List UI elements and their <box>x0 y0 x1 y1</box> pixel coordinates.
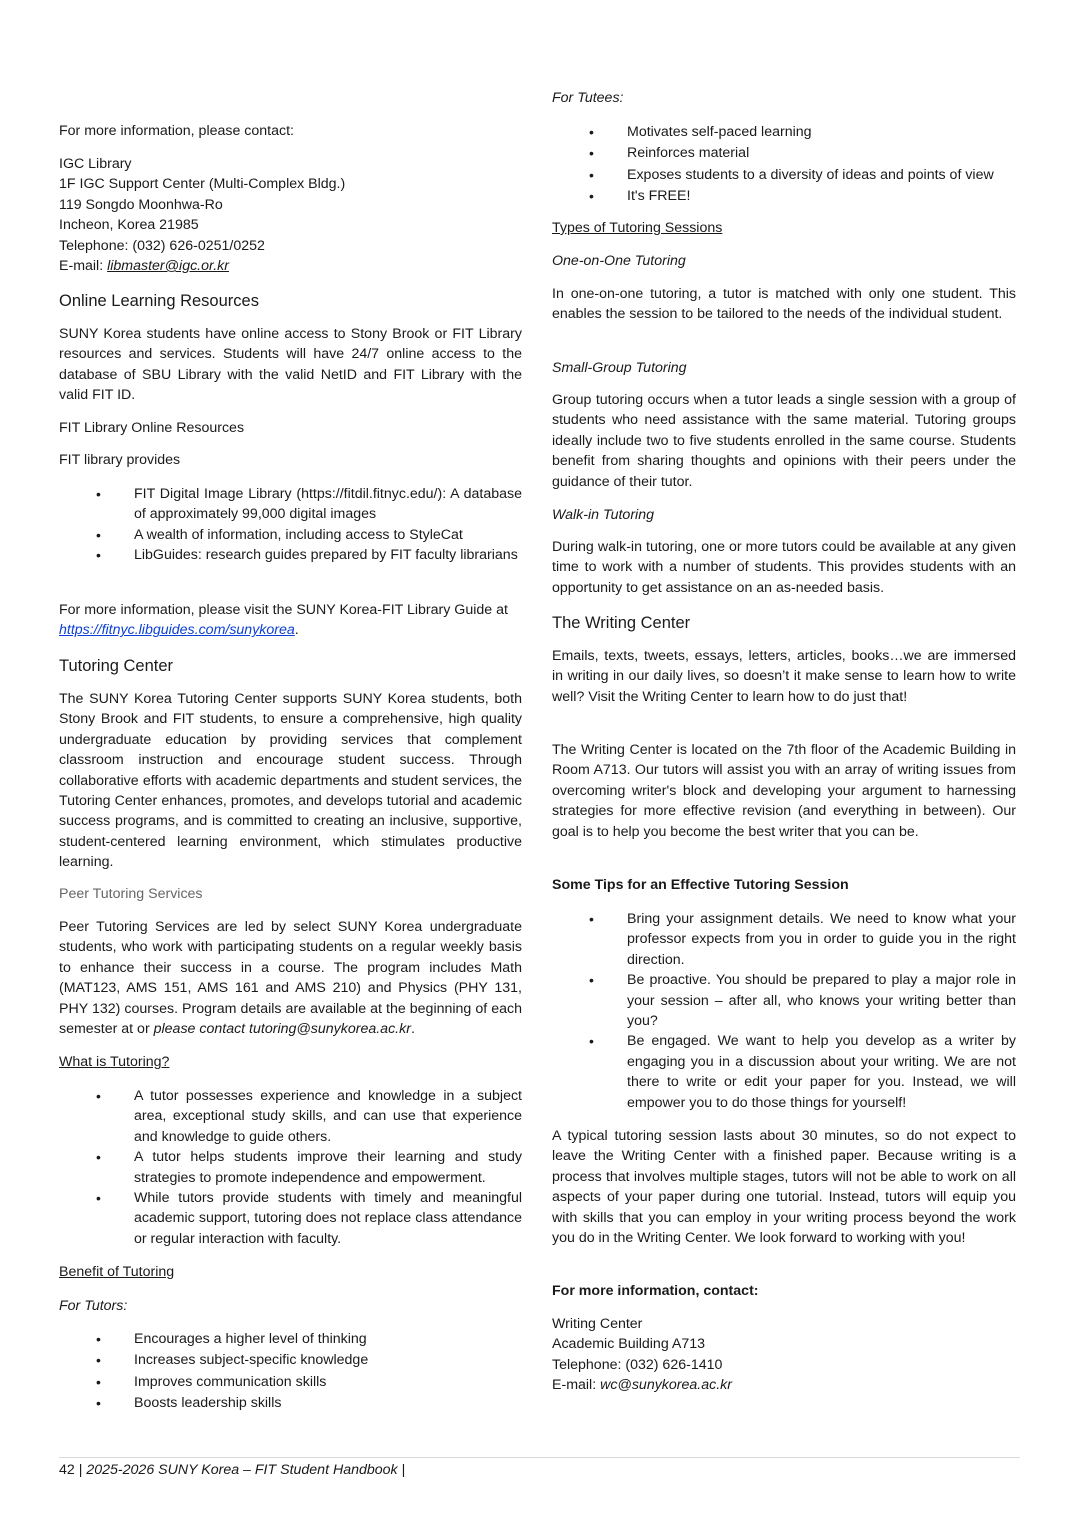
tips-list <box>552 909 1016 1113</box>
list-item: • FIT Digital Image Library (https://fitdil.fitnyc.edu/): A database of approximately 99,000 digital images <box>96 486 522 523</box>
walk-in-paragraph: During walk-in tutoring, one or more tutors could be available at any given time to work with a number of students. This provides students with an opportunity to get assistance on an as-needed basis. <box>552 539 1016 596</box>
one-on-one-paragraph: In one-on-one tutoring, a tutor is matched with only one student. This enables the session to be tailored to the needs of the individual student. <box>552 286 1016 323</box>
fit-provides-label: FIT library provides <box>59 452 181 468</box>
writing-center-heading: The Writing Center <box>552 614 691 632</box>
address-line: Incheon, Korea 21985 <box>59 217 199 234</box>
tutee-benefits-list <box>552 122 1016 207</box>
library-guide-link[interactable]: https://fitnyc.libguides.com/sunykorea <box>59 622 295 639</box>
bullet-icon: • <box>96 1331 101 1347</box>
contact-heading: For more information, contact: <box>552 1283 759 1299</box>
bullet-icon: • <box>589 187 594 204</box>
writing-center-address <box>552 1314 1016 1396</box>
tutor-benefits-list <box>59 1329 522 1414</box>
address-line: 119 Songdo Moonhwa-Ro <box>59 196 223 213</box>
fit-online-resources-label: FIT Library Online Resources <box>59 420 245 436</box>
small-group-paragraph: Group tutoring occurs when a tutor leads a single session with a group of students who need assistance with the same material. Tutoring groups ideally include two to five students enrolled in the same course. Students benefit from sharing thoughts and opinions with their peers under the guidance of their tutor. <box>552 392 1016 490</box>
what-is-tutoring-heading: What is Tutoring? <box>59 1054 170 1070</box>
page-footer: 42 | 2025-2026 SUNY Korea – FIT Student Handbook | <box>59 1462 406 1478</box>
address-name: Writing Center <box>552 1316 643 1332</box>
list-item: • A tutor helps students improve their learning and study strategies to promote independence and empowerment. <box>96 1149 522 1186</box>
footer-divider <box>59 1457 1020 1458</box>
bullet-icon: • <box>96 526 101 543</box>
bullet-icon: • <box>96 1394 101 1411</box>
bullet-icon: • <box>96 547 101 564</box>
list-item: • LibGuides: research guides prepared by FIT faculty librarians <box>59 545 522 565</box>
online-learning-heading: Online Learning Resources <box>59 292 259 310</box>
tutoring-email: please contact tutoring@sunykorea.ac.kr <box>153 1021 411 1038</box>
bullet-icon: • <box>96 1190 101 1207</box>
tutoring-center-paragraph: The SUNY Korea Tutoring Center supports SUNY Korea students, both Stony Brook and FIT students, to ensure a comprehensive, high quality undergraduate education by providing services that complement classroom instruction and encourage student success. Through collaborative efforts with academic departments and student services, the Tutoring Center enhances, promotes, and develops tutorial and academic success programs, and is committed to creating an inclusive, supportive, student-centered learning environment, which stimulates productive learning. <box>59 691 522 871</box>
bullet-icon: • <box>589 124 594 140</box>
library-guide-paragraph: For more information, please visit the SUNY Korea-FIT Library Guide at https://fitnyc.libguides.com/sunykorea. <box>59 602 508 639</box>
walk-in-heading: Walk-in Tutoring <box>552 507 654 523</box>
bullet-icon: • <box>589 145 594 162</box>
writing-center-paragraph-2: The Writing Center is located on the 7th floor of the Academic Building in Room A713. Our tutors will assist you with an array of writing issues from overcoming writer's block and developing your argument to harnessing strategies for more effective revision (and everything in between). Our goal is to help you become the best writer that you can be. <box>552 742 1016 840</box>
list-item: • A wealth of information, including access to StyleCat <box>59 525 522 545</box>
address-email-row <box>59 256 522 276</box>
peer-tutoring-paragraph: Peer Tutoring Services are led by select SUNY Korea undergraduate students, who work with participating students on a regular weekly basis to enhance their success in a course. The program includes Math (MAT123, AMS 151, AMS 161 and AMS 210) and Physics (PHY 131, PHY 132) courses. Program details are available at the beginning of each semester at or please contact tutoring@sunykorea.ac.kr. <box>59 919 522 1038</box>
handbook-title: 2025-2026 SUNY Korea – FIT Student Handbook <box>86 1462 398 1478</box>
address-email-row <box>552 1375 1016 1395</box>
bullet-icon: • <box>589 1033 594 1050</box>
igc-library-address <box>59 154 522 276</box>
list-item: • Bring your assignment details. We need to know what your professor expects from you in order to guide you in the right direction. <box>589 911 1016 968</box>
session-length-paragraph: A typical tutoring session lasts about 30 minutes, so do not expect to leave the Writing Center with a finished paper. Because writing is a process that involves multiple stages, tutors will not be able to work on all aspects of your paper during one tutorial. Instead, tutors will equip you with skills that you can employ in your writing process beyond the work you do in the Writing Center. We look forward to working with you! <box>552 1128 1016 1247</box>
list-item: • A tutor possesses experience and knowledge in a subject area, exceptional study skills, and can use that experience and knowledge to guide others. <box>96 1088 522 1145</box>
list-item: • Improves communication skills <box>59 1372 522 1393</box>
page-number: 42 <box>59 1462 75 1478</box>
list-item: • Be proactive. You should be prepared to play a major role in your session – after all, who knows your writing better than you? <box>589 972 1016 1030</box>
for-tutees-label: For Tutees: <box>552 90 624 106</box>
online-learning-paragraph: SUNY Korea students have online access to Stony Brook or FIT Library resources and services. Students will have 24/7 online access to the database of SBU Library with the valid NetID and FIT Library with the valid FIT ID. <box>59 326 522 404</box>
benefit-of-tutoring-heading: Benefit of Tutoring <box>59 1264 175 1280</box>
tips-heading: Some Tips for an Effective Tutoring Session <box>552 877 849 893</box>
for-tutors-label: For Tutors: <box>59 1298 128 1314</box>
list-item: • Exposes students to a diversity of ideas and points of view <box>552 165 1016 186</box>
fit-resources-list <box>59 484 522 566</box>
bullet-icon: • <box>96 1088 101 1104</box>
list-item: • Motivates self-paced learning <box>552 122 1016 143</box>
address-line: 1F IGC Support Center (Multi-Complex Bldg.) <box>59 176 346 193</box>
contact-intro: For more information, please contact: <box>59 123 294 139</box>
list-item: • Increases subject-specific knowledge <box>59 1350 522 1371</box>
writing-center-paragraph-1: Emails, texts, tweets, essays, letters, articles, books…we are immersed in writing in our daily lives, so doesn’t it make sense to learn how to write well? Visit the Writing Center to learn how to do just that! <box>552 648 1016 705</box>
types-of-sessions-heading: Types of Tutoring Sessions <box>552 220 723 236</box>
bullet-icon: • <box>589 166 594 183</box>
one-on-one-heading: One-on-One Tutoring <box>552 253 686 269</box>
bullet-icon: • <box>96 1373 101 1390</box>
email-label: E-mail: <box>552 1377 601 1394</box>
list-item: • Be engaged. We want to help you develop as a writer by engaging you in a discussion about your writing. We are not there to write or edit your paper for you. Instead, we will empower you to do those things for yourself! <box>589 1033 1016 1111</box>
small-group-heading: Small-Group Tutoring <box>552 360 687 376</box>
peer-tutoring-heading: Peer Tutoring Services <box>59 886 203 902</box>
address-line: Academic Building A713 <box>552 1336 706 1353</box>
email-link[interactable]: libmaster@igc.or.kr <box>107 258 229 275</box>
email-label: E-mail: <box>59 258 108 275</box>
tutoring-center-heading: Tutoring Center <box>59 657 174 675</box>
what-is-tutoring-list <box>59 1086 522 1249</box>
email-text: wc@sunykorea.ac.kr <box>600 1377 732 1394</box>
list-item: • Encourages a higher level of thinking <box>59 1329 522 1350</box>
bullet-icon: • <box>96 1149 101 1166</box>
address-name: IGC Library <box>59 156 132 172</box>
bullet-icon: • <box>96 1352 101 1369</box>
bullet-icon: • <box>589 972 594 989</box>
address-telephone: Telephone: (032) 626-0251/0252 <box>59 237 265 254</box>
list-item: • It's FREE! <box>552 186 1016 207</box>
bullet-icon: • <box>96 486 101 502</box>
list-item: • Boosts leadership skills <box>59 1393 522 1414</box>
list-item: • While tutors provide students with timely and meaningful academic support, tutoring does not replace class attendance or regular interaction with faculty. <box>96 1190 522 1247</box>
bullet-icon: • <box>589 911 594 927</box>
list-item: • Reinforces material <box>552 143 1016 164</box>
address-telephone: Telephone: (032) 626-1410 <box>552 1356 723 1373</box>
